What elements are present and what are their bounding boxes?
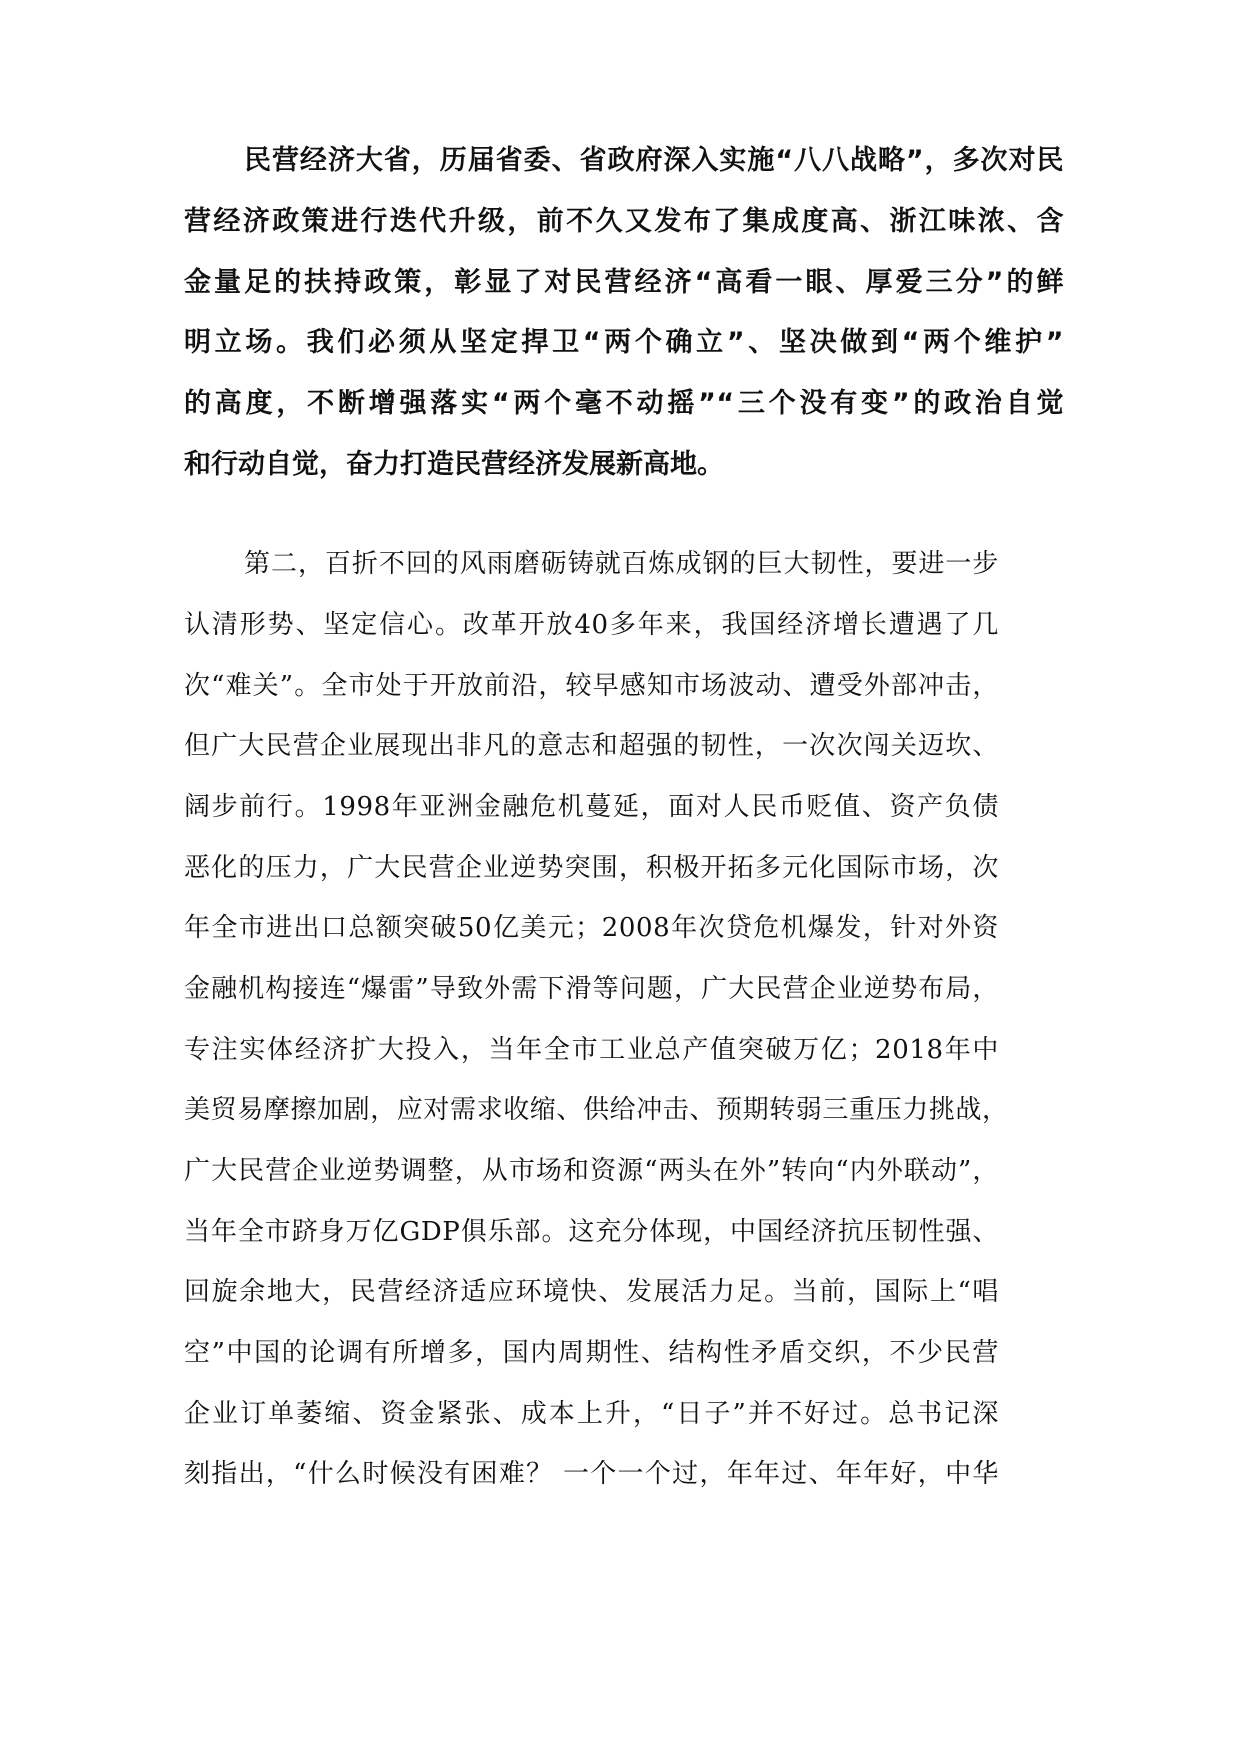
text-line: 广大民营企业逆势调整，从市场和资源“两头在外”转向“内外联动”， [184,1156,999,1186]
text-line: 刻指出，“什么时候没有困难？ 一个一个过，年年过、年年好，中华 [184,1459,999,1489]
text-line: 回旋余地大，民营经济适应环境快、发展活力足。当前，国际上“唱 [184,1277,999,1307]
text-line: 但广大民营企业展现出非凡的意志和超强的韧性，一次次闯关迈坎、 [184,731,999,761]
text-line: 企业订单萎缩、资金紧张、成本上升，“日子”并不好过。总书记深 [184,1399,999,1429]
text-line: 次“难关”。全市处于开放前沿，较早感知市场波动、遭受外部冲击， [184,671,999,701]
text-line: 当年全市跻身万亿GDP俱乐部。这充分体现，中国经济抗压韧性强、 [184,1217,999,1247]
text-line: 民营经济大省，历届省委、省政府深入实施“八八战略”，多次对民 [244,145,1064,176]
text-line: 明立场。我们必须从坚定捍卫“两个确立”、坚决做到“两个维护” [184,327,1064,358]
text-line: 的高度，不断增强落实“两个毫不动摇”“三个没有变”的政治自觉 [184,388,1064,419]
text-line: 营经济政策进行迭代升级，前不久又发布了集成度高、浙江味浓、含 [184,206,1064,237]
text-line: 金量足的扶持政策，彰显了对民营经济“高看一眼、厚爱三分”的鲜 [184,267,1064,298]
text-line: 年全市进出口总额突破50亿美元；2008年次贷危机爆发，针对外资 [184,913,999,943]
text-line: 专注实体经济扩大投入，当年全市工业总产值突破万亿；2018年中 [184,1035,999,1065]
text-line: 恶化的压力，广大民营企业逆势突围，积极开拓多元化国际市场，次 [184,853,999,883]
text-line: 认清形势、坚定信心。改革开放40多年来，我国经济增长遭遇了几 [184,610,999,640]
text-line: 第二，百折不回的风雨磨砺铸就百炼成钢的巨大韧性，要进一步 [244,549,999,579]
text-line: 空”中国的论调有所增多，国内周期性、结构性矛盾交织，不少民营 [184,1338,999,1368]
text-line: 金融机构接连“爆雷”导致外需下滑等问题，广大民营企业逆势布局， [184,974,999,1004]
text-line: 阔步前行。1998年亚洲金融危机蔓延，面对人民币贬值、资产负债 [184,792,999,822]
text-line: 美贸易摩擦加剧，应对需求收缩、供给冲击、预期转弱三重压力挑战， [184,1095,1009,1125]
text-line: 和行动自觉，奋力打造民营经济发展新高地。 [184,449,724,480]
